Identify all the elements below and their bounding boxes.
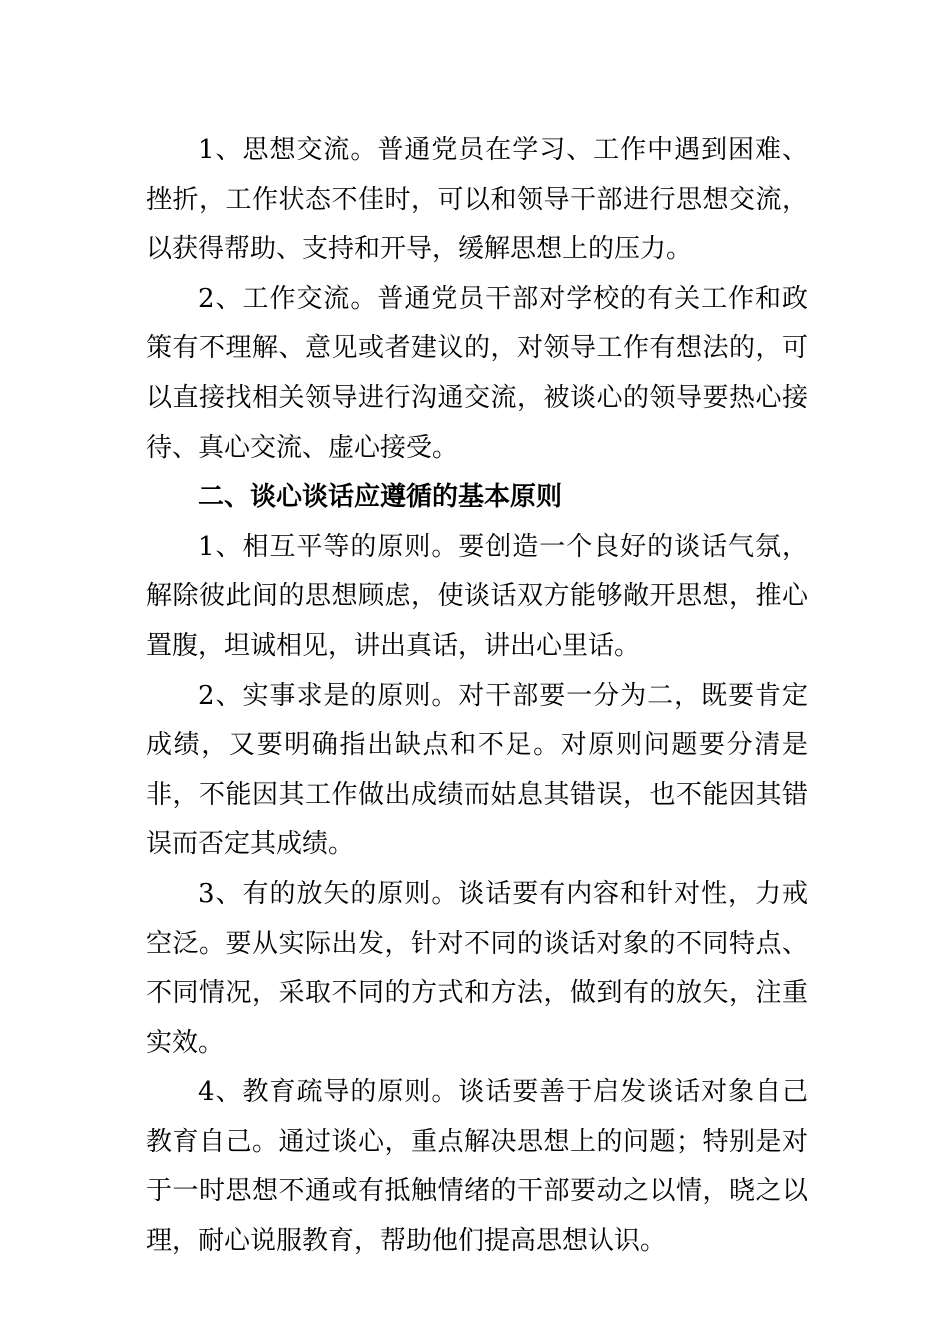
section-heading-principles: 二、谈心谈话应遵循的基本原则 [198, 482, 563, 513]
paragraph-targeted-principle: 3、有的放矢的原则。谈话要有内容和针对性，力戒空泛。要从实际出发，针对不同的谈话对象的不同特点、不同情况，采取不同的方式和方法，做到有的放矢，注重实效。 [146, 878, 808, 1058]
paragraph-work-exchange: 2、工作交流。普通党员干部对学校的有关工作和政策有不理解、意见或者建议的，对领导工作有想法的，可以直接找相关领导进行沟通交流，被谈心的领导要热心接待、真心交流、虚心接受。 [146, 283, 808, 463]
paragraph-thought-exchange: 1、思想交流。普通党员在学习、工作中遇到困难、挫折，工作状态不佳时，可以和领导干部进行思想交流，以获得帮助、支持和开导，缓解思想上的压力。 [146, 135, 808, 265]
paragraph-guidance-principle: 4、教育疏导的原则。谈话要善于启发谈话对象自己教育自己。通过谈心，重点解决思想上的问题；特别是对于一时思想不通或有抵触情绪的干部要动之以情，晓之以理，耐心说服教育，帮助他们提高思想认识。 [146, 1077, 808, 1257]
document-body [146, 126, 808, 1267]
paragraph-equality-principle: 1、相互平等的原则。要创造一个良好的谈话气氛，解除彼此间的思想顾虑，使谈话双方能够敞开思想，推心置腹，坦诚相见，讲出真话，讲出心里话。 [146, 531, 808, 661]
paragraph-fact-principle: 2、实事求是的原则。对干部要一分为二，既要肯定成绩，又要明确指出缺点和不足。对原则问题要分清是非，不能因其工作做出成绩而姑息其错误，也不能因其错误而否定其成绩。 [146, 680, 808, 860]
